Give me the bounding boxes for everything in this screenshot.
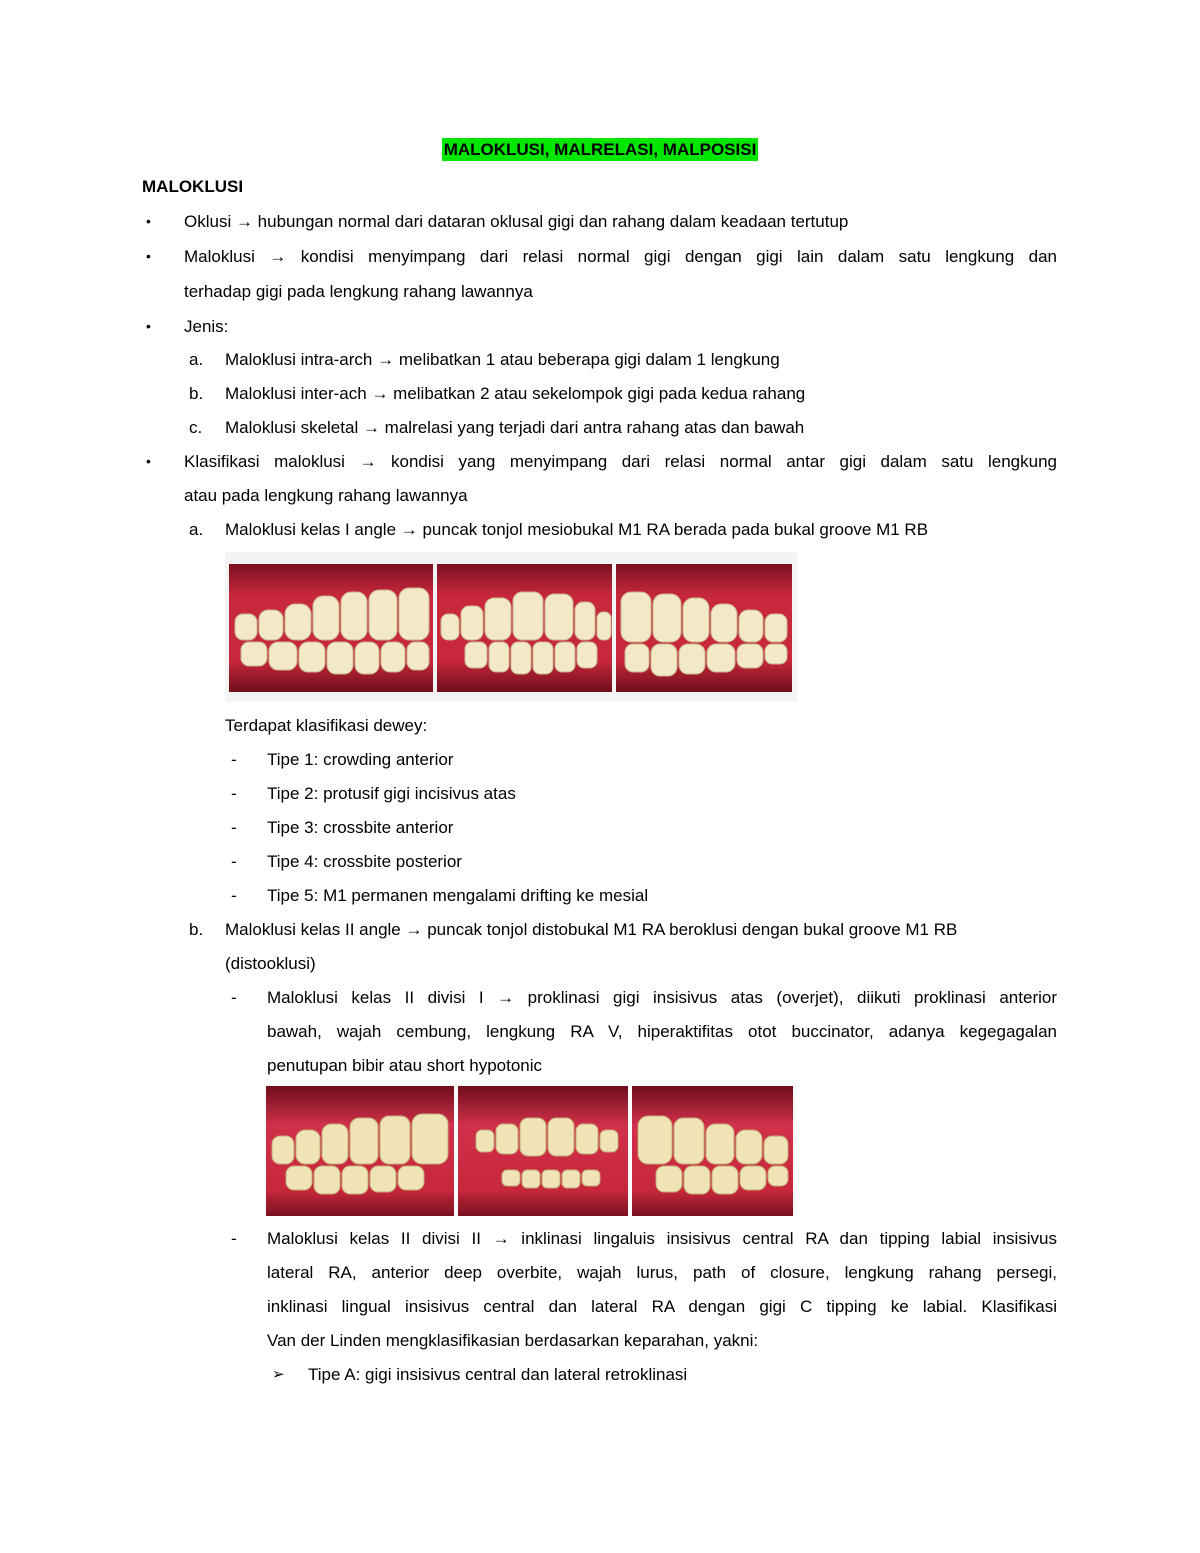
class1-photo-image xyxy=(225,552,797,702)
list-marker: c. xyxy=(189,418,203,437)
kelas1-text: Maloklusi kelas I angle → puncak tonjol mesiobukal M1 RA berada pada bukal groove M1 RB xyxy=(225,520,929,539)
list-marker: a. xyxy=(189,520,204,539)
div2-line1: Maloklusi kelas II divisi II → inklinasi lingaluis insisivus central RA dan tipping labial insisivus xyxy=(267,1229,1057,1248)
bullet-marker: • xyxy=(146,248,151,264)
bullet-maloklusi-line2: terhadap gigi pada lengkung rahang lawannya xyxy=(184,282,533,301)
class2-div1-photo-strip xyxy=(266,1086,793,1216)
dewey-item: Tipe 3: crossbite anterior xyxy=(267,818,454,837)
bullet-marker: • xyxy=(146,213,151,229)
dewey-item: Tipe 2: protusif gigi incisivus atas xyxy=(267,784,516,803)
kelas2-line2: (distooklusi) xyxy=(225,954,316,973)
section-heading: MALOKLUSI xyxy=(142,177,244,196)
dash-marker: - xyxy=(231,818,237,837)
list-marker: b. xyxy=(189,384,204,403)
tipe-a-text: Tipe A: gigi insisivus central dan lateral retroklinasi xyxy=(308,1365,688,1384)
div2-line3: inklinasi lingual insisivus central dan lateral RA dengan gigi C tipping ke labial. Klasifikasi xyxy=(267,1297,1057,1316)
jenis-item: Maloklusi inter-ach → melibatkan 2 atau sekelompok gigi pada kedua rahang xyxy=(225,384,806,403)
bullet-klasifikasi-line1: Klasifikasi maloklusi → kondisi yang menyimpang dari relasi normal antar gigi dalam satu lengkung xyxy=(184,452,1057,471)
dash-marker: - xyxy=(231,988,237,1007)
dewey-intro: Terdapat klasifikasi dewey: xyxy=(225,716,428,735)
div1-line3: penutupan bibir atau short hypotonic xyxy=(267,1056,543,1075)
dash-marker: - xyxy=(231,852,237,871)
document-title: MALOKLUSI, MALRELASI, MALPOSISI xyxy=(443,140,757,159)
class1-photo-strip xyxy=(225,552,797,702)
div2-line4: Van der Linden mengklasifikasian berdasarkan keparahan, yakni: xyxy=(267,1331,759,1350)
bullet-oklusi: Oklusi → hubungan normal dari dataran oklusal gigi dan rahang dalam keadaan tertutup xyxy=(184,212,849,231)
bullet-marker: • xyxy=(146,453,151,469)
bullet-jenis: Jenis: xyxy=(184,317,229,336)
dash-marker: - xyxy=(231,750,237,769)
dewey-item: Tipe 1: crowding anterior xyxy=(267,750,454,769)
kelas2-line1: Maloklusi kelas II angle → puncak tonjol distobukal M1 RA beroklusi dengan bukal groove M1 RB xyxy=(225,920,958,939)
dash-marker: - xyxy=(231,886,237,905)
dewey-item: Tipe 4: crossbite posterior xyxy=(267,852,462,871)
jenis-item: Maloklusi skeletal → malrelasi yang terjadi dari antra rahang atas dan bawah xyxy=(225,418,805,437)
div1-line1: Maloklusi kelas II divisi I → proklinasi gigi insisivus atas (overjet), diikuti proklinasi anterior xyxy=(267,988,1057,1007)
dash-marker: - xyxy=(231,1229,237,1248)
dash-marker: - xyxy=(231,784,237,803)
list-marker: b. xyxy=(189,920,204,939)
class2-div1-photo-image xyxy=(266,1086,793,1216)
list-marker: a. xyxy=(189,350,204,369)
div1-line2: bawah, wajah cembung, lengkung RA V, hiperaktifitas otot buccinator, adanya kegegagalan xyxy=(267,1022,1057,1041)
dewey-item: Tipe 5: M1 permanen mengalami drifting ke mesial xyxy=(267,886,649,905)
bullet-maloklusi-line1: Maloklusi → kondisi menyimpang dari relasi normal gigi dengan gigi lain dalam satu lengkung dan xyxy=(184,247,1057,266)
div2-line2: lateral RA, anterior deep overbite, wajah lurus, path of closure, lengkung rahang persegi, xyxy=(267,1263,1057,1282)
bullet-klasifikasi-line2: atau pada lengkung rahang lawannya xyxy=(184,486,468,505)
bullet-marker: • xyxy=(146,318,151,334)
jenis-item: Maloklusi intra-arch → melibatkan 1 atau beberapa gigi dalam 1 lengkung xyxy=(225,350,780,369)
arrow-bullet-icon: ➢ xyxy=(272,1366,285,1383)
